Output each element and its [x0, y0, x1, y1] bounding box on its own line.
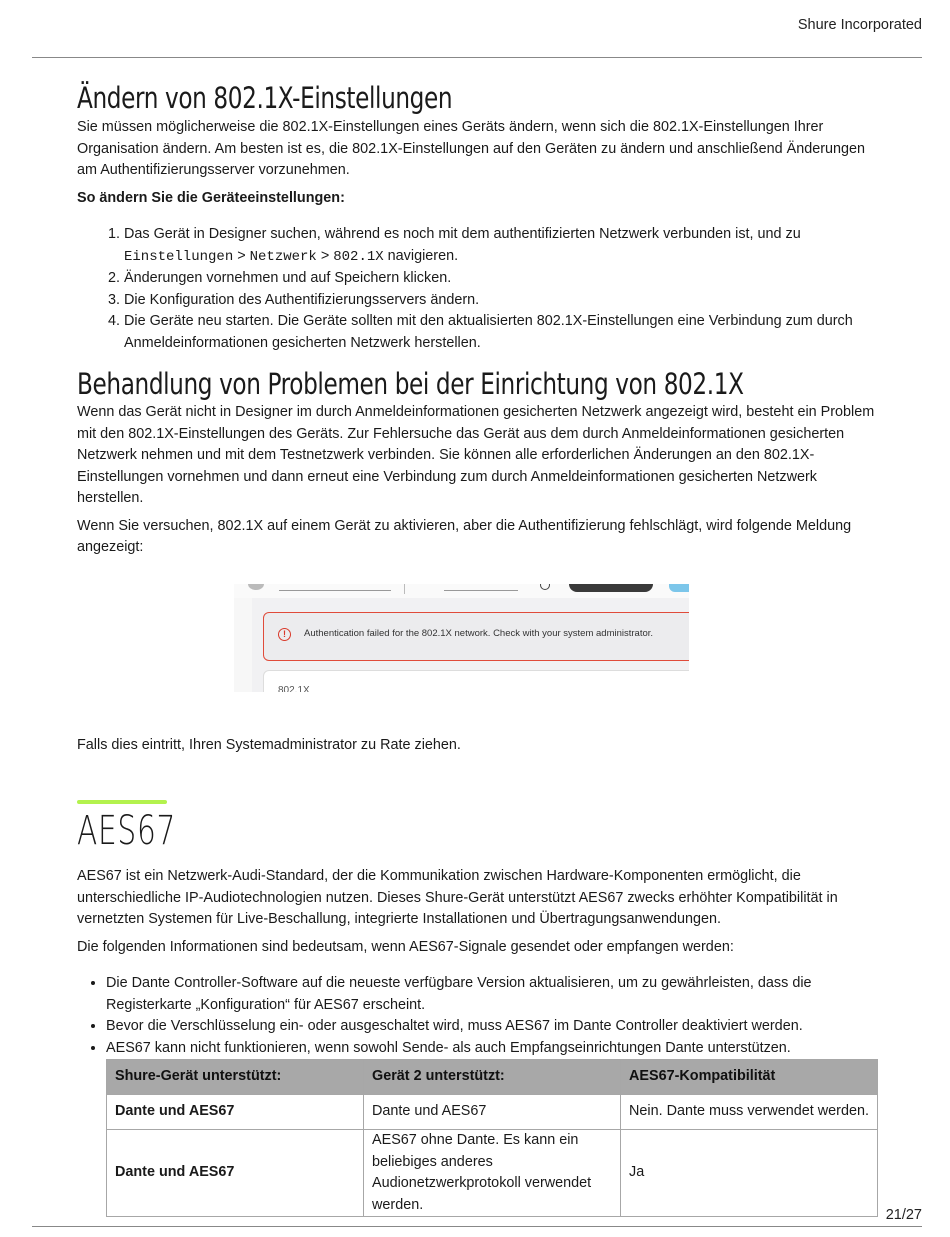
aes67-info-paragraph: Die folgenden Informationen sind bedeutsam, wenn AES67-Signale gesendet oder empfangen werden: [77, 938, 734, 955]
aes67-intro-paragraph: AES67 ist ein Netzwerk-Audi-Standard, der die Kommunikation zwischen Hardware-Komponenten ermöglicht, die unterschiedliche IP-Audiotechnologien nutzen. Dieses Shure-Gerät unterstützt AES67 zwecks erhöhter Kompatibilität in vernetzten Systemen für Live-Beschallung, integrierte Installationen und Übertragungsanwendungen. [77, 868, 838, 927]
screenshot-sidebar [234, 598, 252, 692]
step-4: 4. Die Geräte neu starten. Die Geräte sollten mit den aktualisierten 802.1X-Einstellungen eine Verbindung zum durch Anmeldeinformationen gesicherten Netzwerk herstellen. [124, 311, 879, 354]
steps-heading: So ändern Sie die Geräteeinstellungen: [77, 189, 345, 206]
path-network: Netzwerk [249, 248, 317, 265]
step-3: 3. Die Konfiguration des Authentifizierungsservers ändern. [124, 290, 879, 312]
step-1-text: Das Gerät in Designer suchen, während es noch mit dem authentifizierten Netzwerk verbunden ist, und zu [124, 226, 801, 242]
screenshot-card [263, 670, 689, 692]
auth-failed-screenshot [234, 584, 689, 692]
step-1 [124, 224, 879, 268]
screenshot-card-title: 802.1X [278, 684, 310, 692]
auth-failure-paragraph: Wenn Sie versuchen, 802.1X auf einem Gerät zu aktivieren, aber die Authentifizierung fehlschlägt, wird folgende Meldung angezeigt: [77, 517, 852, 555]
section-accent-bar [77, 800, 167, 804]
table-row [107, 1130, 878, 1217]
auth-error-message: Authentication failed for the 802.1X network. Check with your system administrator. [304, 627, 654, 639]
aes67-bullet-list [77, 973, 879, 1059]
list-item: • AES67 kann nicht funktionieren, wenn sowohl Sende- als auch Empfangseinrichtungen Dante unterstützen. [106, 1038, 879, 1060]
aes67-compatibility-table [106, 1059, 878, 1217]
step-1-suffix: navigieren. [383, 247, 459, 264]
column-header: Shure-Gerät unterstützt: [107, 1060, 364, 1095]
path-separator: > [316, 247, 334, 264]
table-cell: Nein. Dante muss verwendet werden. [621, 1095, 878, 1130]
screenshot-pill-button [569, 584, 653, 592]
screenshot-separator [404, 584, 405, 594]
error-icon: ! [278, 628, 291, 641]
screenshot-field [444, 584, 518, 591]
intro-paragraph: Sie müssen möglicherweise die 802.1X-Einstellungen eines Geräts ändern, wenn sich die 802.1X-Einstellungen Ihrer Organisation ändern. Am besten ist es, die 802.1X-Einstellungen auf den Geräten zu ändern und anschließend Änderungen am Authentifizierungsserver vorzunehmen. [77, 119, 866, 178]
column-header: AES67-Kompatibilität [621, 1060, 878, 1095]
step-2: 2. Änderungen vornehmen und auf Speichern klicken. [124, 268, 879, 290]
list-item: • Bevor die Verschlüsselung ein- oder ausgeschaltet wird, muss AES67 im Dante Controller deaktiviert werden. [106, 1016, 879, 1038]
section-title-troubleshooting: Behandlung von Problemen bei der Einrichtung von 802.1X [77, 367, 744, 401]
screenshot-blue-button [669, 584, 689, 592]
page-content [77, 80, 879, 1217]
list-item: • Die Dante Controller-Software auf die neueste verfügbare Version aktualisieren, um zu gewährleisten, dass die Registerkarte „Konfiguration“ für AES67 erscheint. [106, 973, 879, 1016]
path-settings: Einstellungen [124, 248, 234, 265]
table-cell: Dante und AES67 [107, 1095, 364, 1130]
path-8021x: 802.1X [333, 248, 384, 265]
page-number: 21/27 [885, 1207, 922, 1223]
header-company-name: Shure Incorporated [797, 17, 922, 33]
section-title-aes67: AES67 [77, 808, 177, 854]
table-row [107, 1095, 878, 1130]
troubleshooting-paragraph: Wenn das Gerät nicht in Designer im durch Anmeldeinformationen gesicherten Netzwerk angezeigt wird, besteht ein Problem mit den 802.1X-Einstellungen des Geräts. Zur Fehlersuche das Gerät aus dem durch Anmeldeinformationen gesicherten Netzwerk nehmen und mit dem Testnetzwerk verbinden. Sie können alle erforderlichen Änderungen an den 802.1X-Einstellungen vornehmen und dann erneut eine Verbindung zum durch Anmeldeinformationen gesicherten Netzwerk herstellen. [77, 404, 875, 506]
table-cell: Dante und AES67 [364, 1095, 621, 1130]
steps-list [77, 224, 879, 354]
header-divider [32, 57, 922, 58]
footer-divider [32, 1226, 922, 1227]
screenshot-field [279, 584, 391, 591]
contact-admin-paragraph: Falls dies eintritt, Ihren Systemadministrator zu Rate ziehen. [77, 736, 461, 753]
table-cell: AES67 ohne Dante. Es kann ein beliebiges anderes Audionetzwerkprotokoll verwendet werden. [364, 1130, 621, 1217]
section-title-change-8021x: Ändern von 802.1X-Einstellungen [77, 81, 453, 115]
path-separator: > [233, 247, 250, 264]
column-header: Gerät 2 unterstützt: [364, 1060, 621, 1095]
table-header-row [107, 1060, 878, 1095]
table-cell: Ja [621, 1130, 878, 1217]
table-cell: Dante und AES67 [107, 1130, 364, 1217]
auth-error-alert [263, 612, 689, 661]
